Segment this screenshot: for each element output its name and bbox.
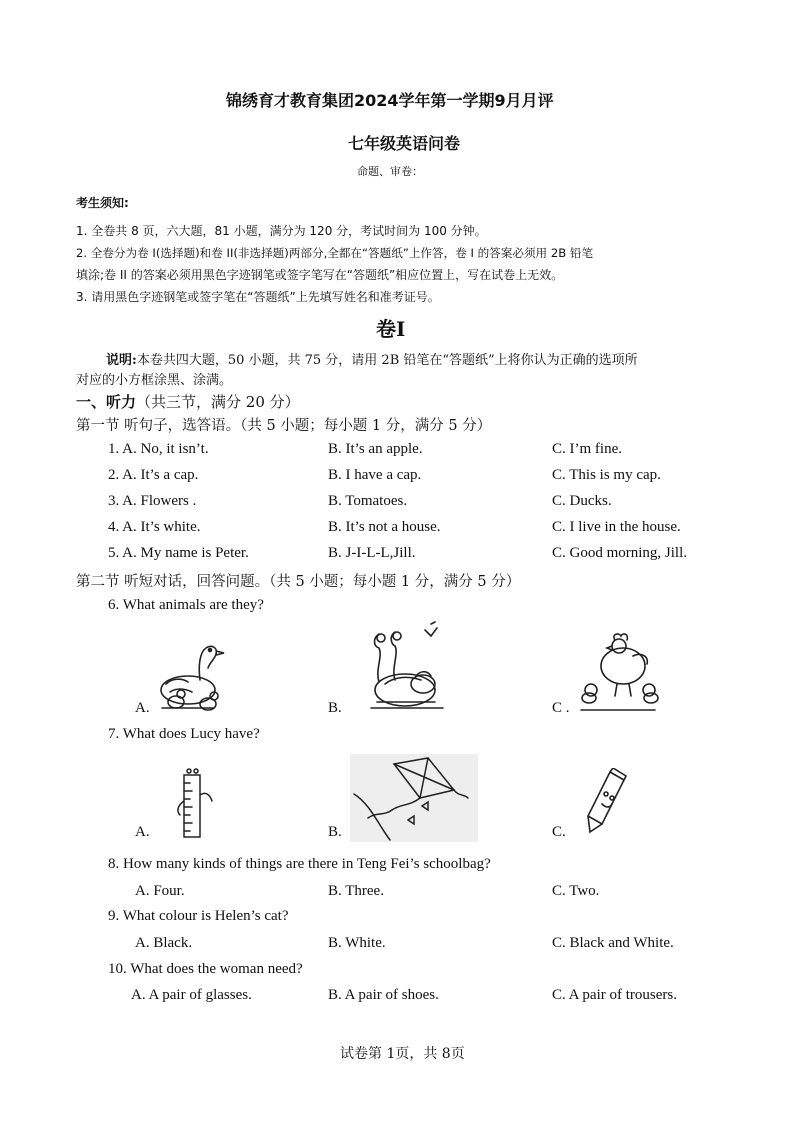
q9-option-a: A. Black. — [135, 935, 193, 951]
q9-option-b: B. White. — [328, 935, 386, 951]
pen-icon — [580, 768, 630, 838]
ducks-icon — [148, 630, 228, 715]
volume-explain-line-1 — [106, 349, 638, 368]
q6-option-a-label: A. — [135, 700, 150, 716]
q6-option-c-picture — [575, 626, 660, 716]
q7-option-c-picture — [580, 768, 630, 838]
q2-option-c: C. This is my cap. — [552, 467, 661, 483]
page-footer: 试卷第 1页，共 8页 — [340, 1046, 465, 1062]
q8-option-a: A. Four. — [135, 883, 185, 899]
volume-explain-label: 说明: — [106, 353, 137, 368]
q1-option-c: C. I’m fine. — [552, 441, 622, 457]
q5-option-b: B. J-I-L-L,Jill. — [328, 545, 416, 561]
q6-option-a-picture — [148, 630, 228, 715]
notice-line-2b: 填涂;卷 II 的答案必须用黑色字迹钢笔或签字笔写在“答题纸”相应位置上，写在试卷上无效。 — [76, 268, 564, 282]
notice-line-2a: 2. 全卷分为卷 I(选择题)和卷 II(非选择题)两部分,全都在“答题纸”上作答，卷 I 的答案必须用 2B 铅笔 — [76, 246, 594, 260]
q1-option-a: 1. A. No, it isn’t. — [108, 441, 209, 457]
part1-heading-rest: （共三节，满分 20 分） — [136, 393, 300, 411]
notice-line-1: 1. 全卷共 8 页，六大题，81 小题，满分为 120 分，考试时间为 100 分钟。 — [76, 224, 487, 238]
q10-option-c: C. A pair of trousers. — [552, 987, 677, 1003]
q7-option-a-picture — [172, 765, 218, 845]
q8-option-c: C. Two. — [552, 883, 600, 899]
q4-option-a: 4. A. It’s white. — [108, 519, 201, 535]
q8-option-b: B. Three. — [328, 883, 384, 899]
part1-heading-bold: 一、听力 — [76, 393, 137, 411]
q6-option-b-label: B. — [328, 700, 342, 716]
q7-option-c-label: C. — [552, 824, 566, 840]
volume-explain-line-2: 对应的小方框涂黑、涂满。 — [76, 373, 233, 388]
kite-icon — [350, 754, 478, 842]
q7-option-b-label: B. — [328, 824, 342, 840]
q2-option-a: 2. A. It’s a cap. — [108, 467, 199, 483]
q7-option-b-picture — [350, 754, 478, 842]
q5-option-a: 5. A. My name is Peter. — [108, 545, 249, 561]
part1-heading — [76, 391, 300, 412]
q10-option-a: A. A pair of glasses. — [131, 987, 252, 1003]
q9-option-c: C. Black and White. — [552, 935, 674, 951]
geese-icon — [365, 620, 450, 715]
q1-option-b: B. It’s an apple. — [328, 441, 423, 457]
chickens-icon — [575, 626, 660, 716]
q5-option-c: C. Good morning, Jill. — [552, 545, 688, 561]
q4-option-b: B. It’s not a house. — [328, 519, 441, 535]
q2-option-b: B. I have a cap. — [328, 467, 422, 483]
q6-option-b-picture — [365, 620, 450, 715]
exam-subtitle: 七年级英语问卷 — [348, 134, 461, 153]
q3-option-a: 3. A. Flowers . — [108, 493, 197, 509]
q4-option-c: C. I live in the house. — [552, 519, 681, 535]
q10-stem: 10. What does the woman need? — [108, 961, 303, 977]
q7-stem: 7. What does Lucy have? — [108, 726, 260, 742]
notice-line-3: 3. 请用黑色字迹钢笔或签字笔在“答题纸”上先填写姓名和准考证号。 — [76, 290, 440, 304]
exam-title: 锦绣育才教育集团2024学年第一学期9月月评 — [226, 91, 554, 110]
volume-title: 卷Ⅰ — [376, 319, 406, 341]
section1-heading: 第一节 听句子，选答语。（共 5 小题；每小题 1 分，满分 5 分） — [76, 418, 492, 434]
q3-option-b: B. Tomatoes. — [328, 493, 408, 509]
q7-option-a-label: A. — [135, 824, 150, 840]
ruler-icon — [172, 765, 218, 845]
q6-stem: 6. What animals are they? — [108, 597, 264, 613]
volume-explain-text: 本卷共四大题，50 小题，共 75 分，请用 2B 铅笔在“答题纸”上将你认为正确的选项所 — [136, 353, 638, 368]
section2-heading: 第二节 听短对话，回答问题。（共 5 小题；每小题 1 分，满分 5 分） — [76, 574, 521, 590]
exam-authors: 命题、审卷： — [357, 165, 423, 178]
q3-option-c: C. Ducks. — [552, 493, 612, 509]
notice-heading: 考生须知: — [76, 196, 129, 210]
q8-stem: 8. How many kinds of things are there in Teng Fei’s schoolbag? — [108, 856, 491, 872]
q10-option-b: B. A pair of shoes. — [328, 987, 439, 1003]
q9-stem: 9. What colour is Helen’s cat? — [108, 908, 289, 924]
q6-option-c-label: C . — [552, 700, 570, 716]
